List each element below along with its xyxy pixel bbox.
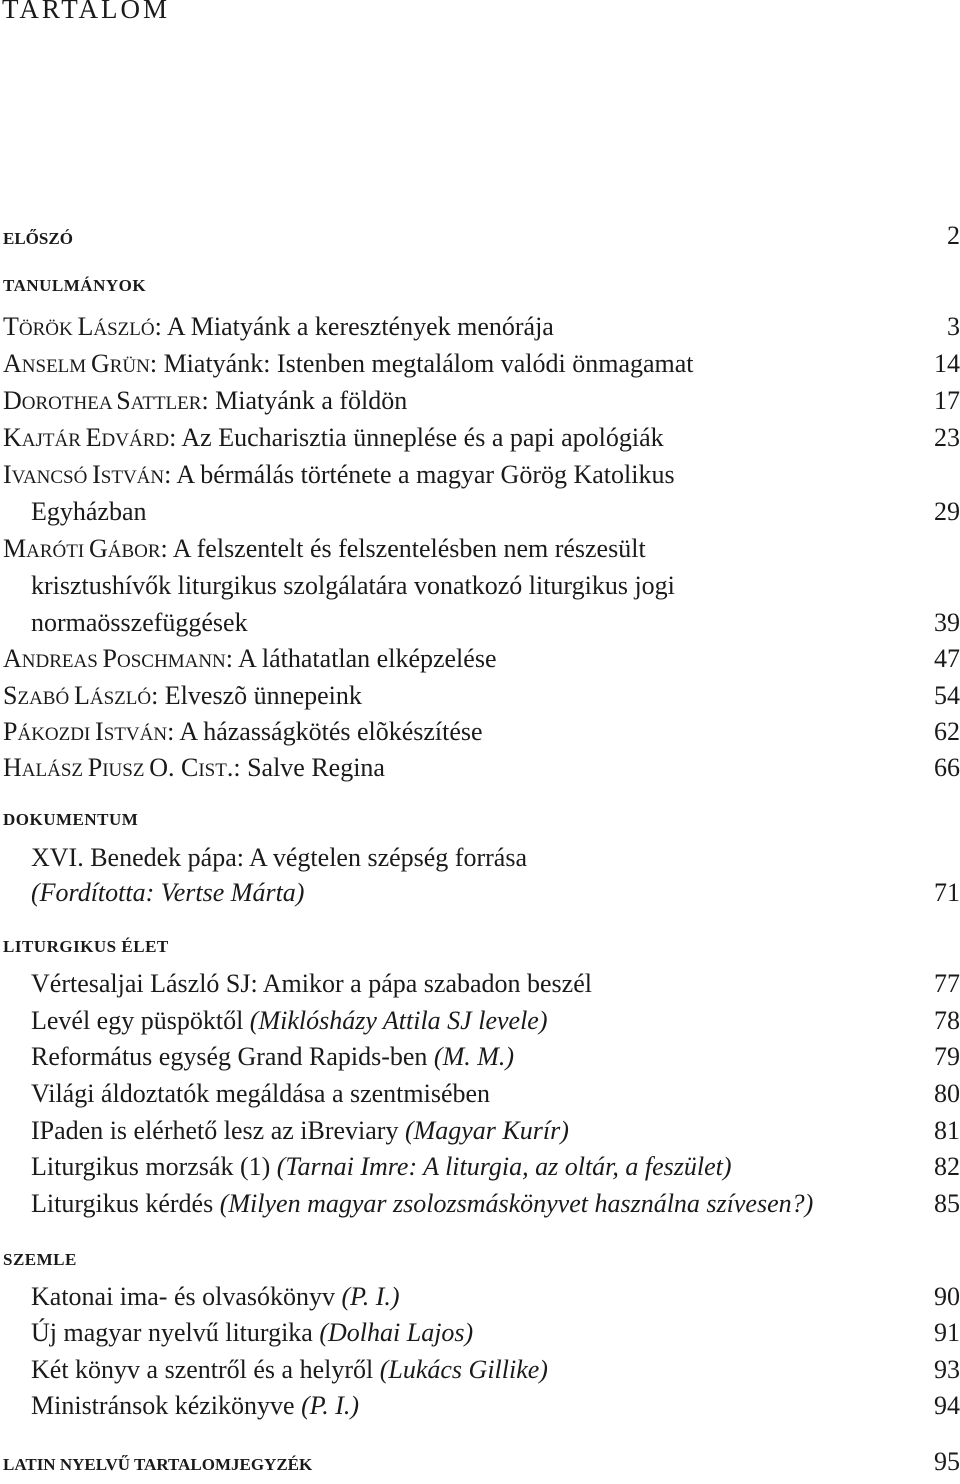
toc-entry-label — [3, 1002, 552, 1040]
entry-title: Református egység Grand Rapids-ben — [31, 1042, 434, 1071]
toc-entry-author-title — [3, 419, 668, 460]
entry-note: (Miklósházy Attila SJ levele) — [249, 1006, 548, 1035]
toc-entry-label — [3, 1185, 817, 1223]
entry-title: Új magyar nyelvű liturgika — [31, 1318, 320, 1347]
toc-entry[interactable] — [3, 677, 960, 715]
author-initial: M — [3, 534, 27, 563]
author-smallcaps: STVÁN — [100, 467, 165, 488]
page-number: 91 — [934, 1318, 960, 1347]
page-number: 3 — [947, 312, 960, 341]
toc-entry-label — [3, 965, 596, 1003]
toc-entry[interactable] — [3, 1351, 960, 1389]
author-initial: I — [95, 717, 104, 746]
section-heading-liturgikus-elet: LITURGIKUS ÉLET — [3, 937, 169, 956]
toc-entry-label — [3, 1148, 736, 1186]
author-initial: I — [3, 460, 12, 489]
entry-title: : A Miatyánk a keresztények menórája — [154, 312, 554, 341]
toc-entry-dokumentum-title[interactable]: XVI. Benedek pápa: A végtelen szépség forrása — [31, 843, 527, 872]
page-number: 71 — [934, 878, 960, 907]
section-heading-dokumentum: DOKUMENTUM — [3, 810, 139, 829]
toc-entry-label — [3, 1351, 552, 1389]
author-smallcaps: OSCHMANN — [117, 651, 226, 672]
page-number: 66 — [934, 753, 960, 782]
author-initial: D — [3, 386, 22, 415]
toc-entry-label: LATIN NYELVŰ TARTALOMJEGYZÉK — [3, 1446, 316, 1484]
entry-title: Világi áldoztatók megáldása a szentmisében — [31, 1079, 491, 1108]
entry-title: .: Salve Regina — [226, 753, 385, 782]
page-number: 17 — [934, 386, 960, 415]
author-initial: P — [3, 717, 18, 746]
toc-entry[interactable] — [3, 1148, 960, 1186]
entry-note: (P. I.) — [301, 1391, 360, 1420]
author-smallcaps: ÖRÖK — [18, 319, 78, 340]
toc-entry-author-title — [3, 640, 500, 681]
page-number: 29 — [934, 497, 960, 526]
page-number: 93 — [934, 1355, 960, 1384]
author-initial: L — [77, 312, 94, 341]
toc-entry-label — [3, 1278, 404, 1316]
author-initial: G — [88, 534, 108, 563]
entry-note: (Lukács Gillike) — [379, 1355, 548, 1384]
author-initial: K — [3, 423, 22, 452]
toc-entry-author-title — [3, 456, 679, 497]
author-initial: E — [85, 423, 102, 452]
toc-entry-latin[interactable] — [3, 1443, 960, 1481]
toc-entry[interactable] — [3, 713, 960, 751]
entry-title: Ministránsok kézikönyve — [31, 1391, 302, 1420]
author-smallcaps: IUSZ — [102, 760, 150, 781]
toc-entry-label — [3, 1387, 363, 1425]
entry-title: : Az Eucharisztia ünneplése és a papi apológiák — [169, 423, 664, 452]
page-number: 90 — [934, 1282, 960, 1311]
entry-title: : A bérmálás története a magyar Görög Katolikus — [164, 460, 675, 489]
toc-entry-eloszo[interactable] — [3, 217, 960, 255]
page-number: 62 — [934, 717, 960, 746]
entry-note: (Magyar Kurír) — [404, 1116, 569, 1145]
author-smallcaps: STVÁN — [103, 724, 168, 745]
author-smallcaps: ATTLER — [130, 393, 202, 414]
toc-entry-translator: (Fordította: Vertse Márta) — [3, 874, 308, 912]
toc-entry[interactable] — [3, 749, 960, 787]
page-number: 94 — [934, 1391, 960, 1420]
author-smallcaps: RÜN — [109, 356, 150, 377]
author-smallcaps: ÁBOR — [107, 541, 161, 562]
page-number: 82 — [934, 1152, 960, 1181]
author-smallcaps: DVÁRD — [101, 430, 170, 451]
page-number: 80 — [934, 1079, 960, 1108]
toc-entry[interactable] — [3, 1112, 960, 1150]
author-initial: I — [92, 460, 101, 489]
author-initial: T — [3, 312, 19, 341]
entry-note: (Milyen magyar zsolozsmáskönyvet használna szívesen?) — [219, 1189, 814, 1218]
author-smallcaps: NSELM — [21, 356, 91, 377]
author-initial: L — [73, 681, 90, 710]
author-initial: S — [3, 681, 18, 710]
toc-entry-label: ELŐSZÓ — [3, 220, 77, 258]
entry-title: Levél egy püspöktől — [31, 1006, 250, 1035]
author-smallcaps: NDREAS — [21, 651, 103, 672]
entry-title: : A felszentelt és felszentelésben nem részesült — [160, 534, 646, 563]
toc-entry-continuation: Egyházban — [3, 493, 151, 531]
toc-entry-author-title — [3, 382, 411, 423]
author-initial: A — [3, 349, 22, 378]
toc-entry[interactable] — [3, 1185, 960, 1223]
section-heading-tanulmanyok: TANULMÁNYOK — [3, 276, 147, 295]
toc-entry-author-title — [3, 749, 389, 790]
section-heading-szemle: SZEMLE — [3, 1250, 77, 1269]
page-number: 54 — [934, 681, 960, 710]
page-number: 39 — [934, 608, 960, 637]
toc-entry[interactable] — [3, 1038, 960, 1076]
entry-title: : Miatyánk a földön — [201, 386, 408, 415]
page-number: 77 — [934, 969, 960, 998]
page-number: 78 — [934, 1006, 960, 1035]
author-smallcaps: ÁSZLÓ — [89, 688, 152, 709]
toc-entry-author-title — [3, 345, 698, 386]
page-number: 2 — [947, 221, 960, 250]
toc-entry-author-title — [3, 677, 366, 718]
author-smallcaps: ALÁSZ — [21, 760, 88, 781]
entry-note: (M. M.) — [433, 1042, 515, 1071]
entry-title: Két könyv a szentről és a helyről — [31, 1355, 380, 1384]
author-initial: H — [3, 753, 22, 782]
page-number: 85 — [934, 1189, 960, 1218]
entry-title: : A házasságkötés elõkészítése — [167, 717, 483, 746]
author-smallcaps: ZABÓ — [17, 688, 74, 709]
toc-entry-continuation: krisztushívők liturgikus szolgálatára vonatkozó liturgikus jogi — [31, 571, 675, 600]
toc-entry[interactable] — [3, 419, 960, 457]
page-number: 14 — [934, 349, 960, 378]
entry-title: Vértesaljai László SJ: Amikor a pápa szabadon beszél — [31, 969, 592, 998]
author-smallcaps: IST — [198, 760, 227, 781]
toc-entry[interactable] — [3, 308, 960, 346]
toc-entry[interactable] — [3, 640, 960, 678]
entry-title: : Miatyánk: Istenben megtalálom valódi önmagamat — [149, 349, 694, 378]
toc-entry-continuation: normaösszefüggések — [3, 604, 252, 642]
toc-entry[interactable] — [3, 1278, 960, 1316]
entry-title: : Elveszõ ünnepeink — [151, 681, 362, 710]
toc-entry[interactable] — [3, 382, 960, 420]
entry-title: Liturgikus kérdés — [31, 1189, 220, 1218]
entry-note: (P. I.) — [341, 1282, 400, 1311]
page-number: 95 — [934, 1447, 960, 1476]
toc-entry[interactable] — [3, 456, 960, 494]
entry-title: Katonai ima- és olvasókönyv — [31, 1282, 342, 1311]
toc-entry-label — [3, 1314, 477, 1352]
toc-entry[interactable] — [3, 530, 960, 568]
toc-entry-dokumentum[interactable] — [3, 874, 960, 912]
author-initial: S — [116, 386, 131, 415]
toc-entry-author-title — [3, 308, 558, 349]
toc-entry-author-title — [3, 530, 650, 571]
page-number: 79 — [934, 1042, 960, 1071]
page-title: TARTALOM — [2, 0, 171, 24]
author-smallcaps: VANCSÓ — [11, 467, 93, 488]
toc-entry-continuation-row[interactable] — [3, 493, 960, 531]
toc-entry-label — [3, 1075, 494, 1113]
page-number: 81 — [934, 1116, 960, 1145]
toc-entry-label — [3, 1112, 573, 1150]
toc-entry[interactable] — [3, 965, 960, 1003]
page-number: 23 — [934, 423, 960, 452]
page-number: 47 — [934, 644, 960, 673]
toc-entry-label — [3, 1038, 518, 1076]
entry-title: : A láthatatlan elképzelése — [225, 644, 497, 673]
author-initial: A — [3, 644, 22, 673]
toc-entry[interactable] — [3, 1387, 960, 1425]
toc-entry[interactable] — [3, 1314, 960, 1352]
author-smallcaps: ÁKOZDI — [17, 724, 96, 745]
author-smallcaps: ÁSZLÓ — [93, 319, 155, 340]
author-initial: O. C — [149, 753, 199, 782]
entry-note: (Dolhai Lajos) — [319, 1318, 474, 1347]
toc-entry-continuation-row[interactable] — [3, 604, 960, 642]
entry-note: (Tarnai Imre: A liturgia, az oltár, a feszület) — [276, 1152, 732, 1181]
author-smallcaps: OROTHEA — [21, 393, 117, 414]
entry-title: IPaden is elérhető lesz az iBreviary — [31, 1116, 405, 1145]
author-initial: G — [90, 349, 110, 378]
toc-entry[interactable] — [3, 1075, 960, 1113]
author-initial: P — [87, 753, 103, 782]
entry-title: Liturgikus morzsák (1) — [31, 1152, 277, 1181]
toc-entry[interactable] — [3, 345, 960, 383]
toc-entry-author-title — [3, 713, 487, 754]
author-initial: P — [102, 644, 118, 673]
author-smallcaps: AJTÁR — [21, 430, 86, 451]
toc-entry[interactable] — [3, 1002, 960, 1040]
author-smallcaps: ARÓTI — [26, 541, 89, 562]
